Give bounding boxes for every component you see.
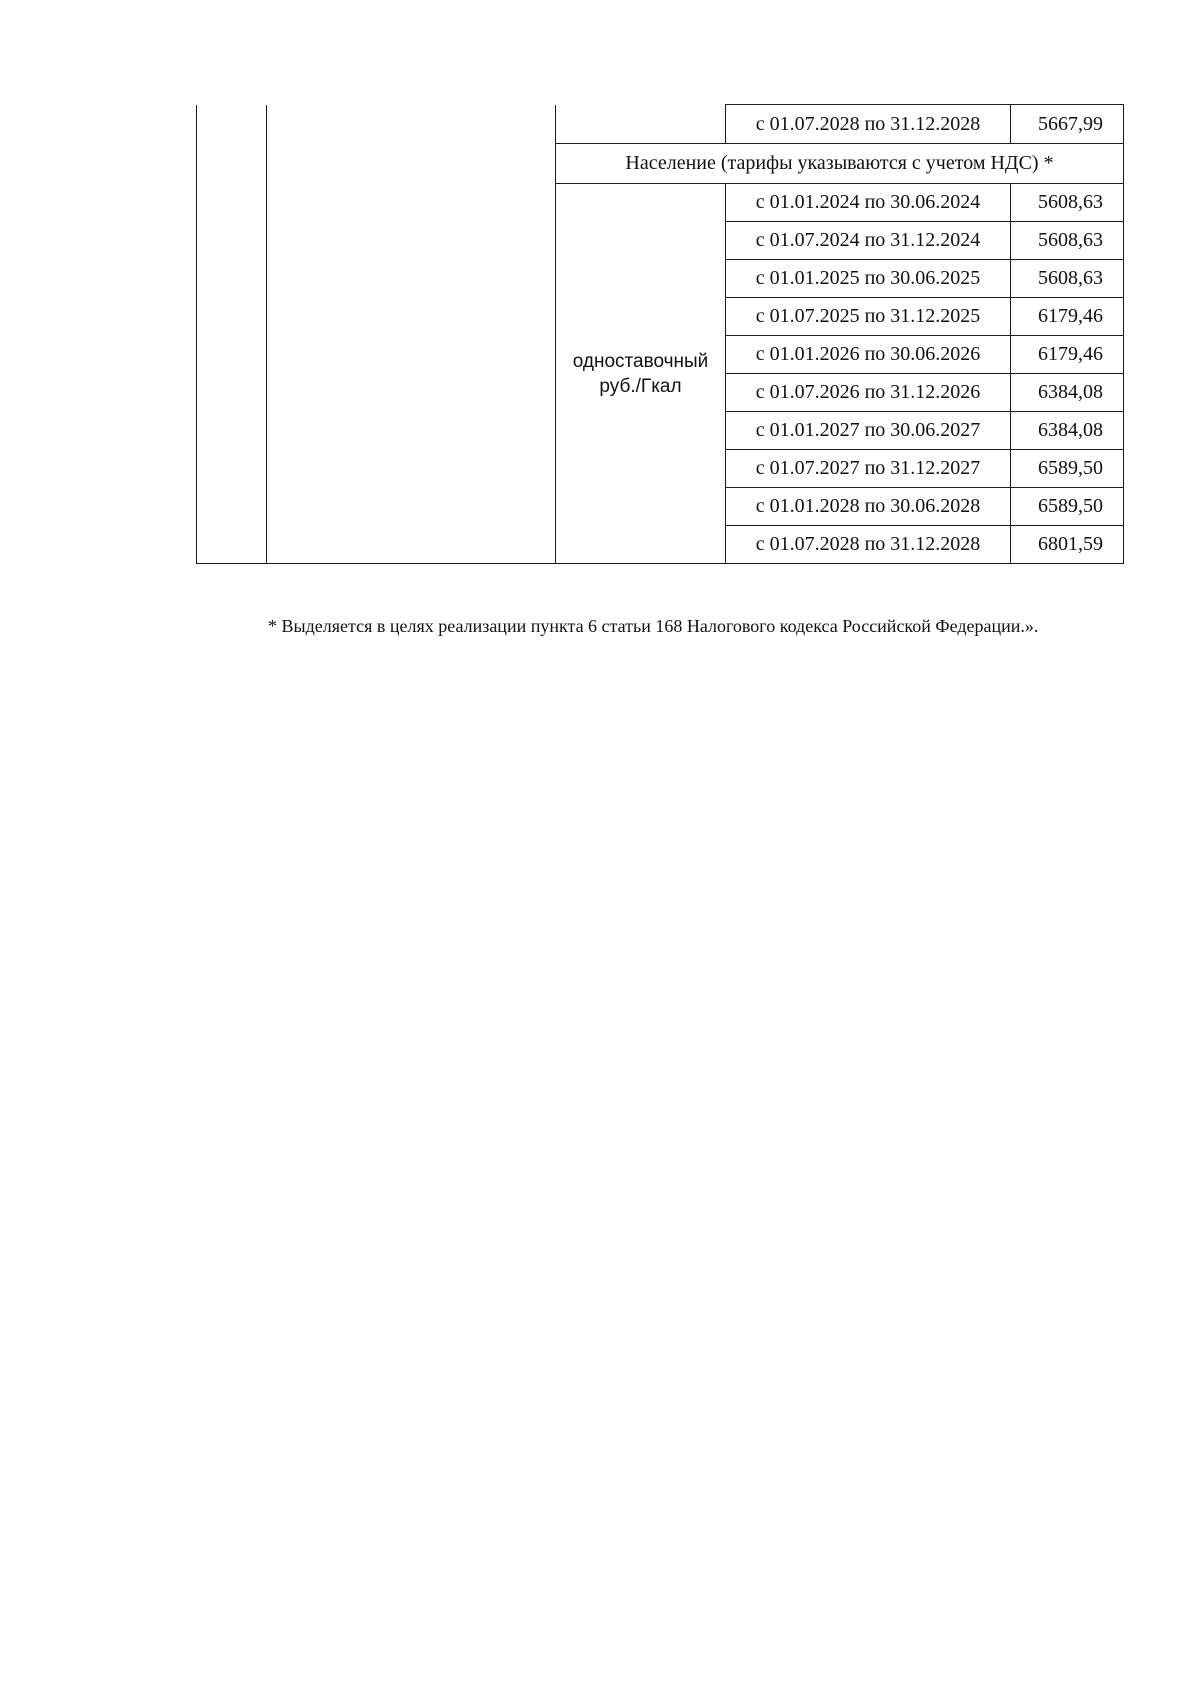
value-cell: 5667,99	[1011, 105, 1124, 144]
tariff-table	[196, 104, 1124, 564]
table-row	[197, 105, 1124, 144]
number-column-cell	[197, 105, 267, 564]
tariff-type-cell	[556, 184, 726, 564]
period-cell: с 01.01.2025 по 30.06.2025	[726, 260, 1011, 298]
period-cell: с 01.07.2028 по 31.12.2028	[726, 105, 1011, 144]
organization-column-cell	[267, 105, 556, 564]
period-cell: с 01.07.2026 по 31.12.2026	[726, 374, 1011, 412]
period-cell: с 01.01.2026 по 30.06.2026	[726, 336, 1011, 374]
tariff-type-cell-empty	[556, 105, 726, 144]
period-cell: с 01.01.2027 по 30.06.2027	[726, 412, 1011, 450]
value-cell: 5608,63	[1011, 222, 1124, 260]
tariff-type-unit: руб./Гкал	[599, 375, 682, 397]
footnote: * Выделяется в целях реализации пункта 6 статьи 168 Налогового кодекса Российской Федерации.».	[268, 616, 1039, 636]
value-cell: 6179,46	[1011, 336, 1124, 374]
value-cell: 6589,50	[1011, 488, 1124, 526]
value-cell: 6589,50	[1011, 450, 1124, 488]
value-cell: 6801,59	[1011, 526, 1124, 564]
value-cell: 6179,46	[1011, 298, 1124, 336]
period-cell: с 01.07.2027 по 31.12.2027	[726, 450, 1011, 488]
value-cell: 6384,08	[1011, 374, 1124, 412]
value-cell: 5608,63	[1011, 184, 1124, 222]
period-cell: с 01.07.2025 по 31.12.2025	[726, 298, 1011, 336]
section-header: Население (тарифы указываются с учетом НДС) *	[556, 144, 1124, 184]
period-cell: с 01.01.2028 по 30.06.2028	[726, 488, 1011, 526]
value-cell: 6384,08	[1011, 412, 1124, 450]
period-cell: с 01.01.2024 по 30.06.2024	[726, 184, 1011, 222]
value-cell: 5608,63	[1011, 260, 1124, 298]
period-cell: с 01.07.2024 по 31.12.2024	[726, 222, 1011, 260]
tariff-type-name: одноставочный	[572, 350, 709, 372]
period-cell: с 01.07.2028 по 31.12.2028	[726, 526, 1011, 564]
